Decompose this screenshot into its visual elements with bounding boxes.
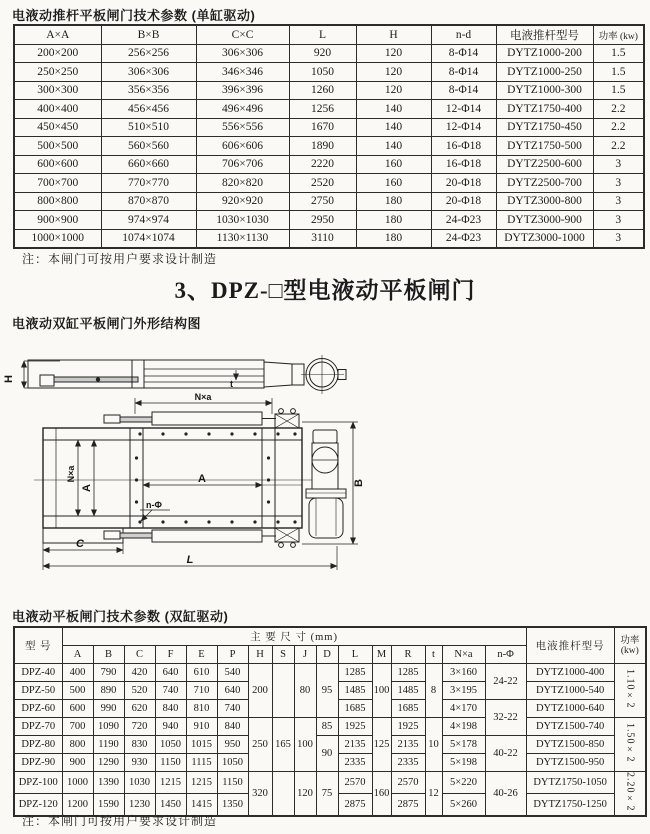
table-cell: 870×870 [101, 192, 196, 211]
column-header-model: 型 号 [14, 627, 62, 664]
table-cell: 1350 [217, 793, 248, 815]
column-header: B [93, 646, 124, 664]
table-cell: DYTZ1000-200 [496, 44, 593, 63]
column-header: C [124, 646, 155, 664]
table-cell: 1925 [338, 718, 372, 736]
column-header: H [356, 25, 431, 44]
table-cell: 180 [356, 229, 431, 248]
table-cell: 974×974 [101, 211, 196, 230]
table-cell: 20-Φ18 [431, 192, 496, 211]
table-cell: 250×250 [14, 63, 101, 82]
table-cell: 356×356 [101, 81, 196, 100]
table-cell: 1485 [391, 682, 425, 700]
table-cell: 890 [93, 682, 124, 700]
table-cell: 75 [316, 772, 338, 816]
table-cell [272, 772, 294, 816]
table-cell: 456×456 [101, 100, 196, 119]
table-cell: 5×260 [442, 793, 485, 815]
table-cell: 256×256 [101, 44, 196, 63]
table-cell: DYTZ3000-800 [496, 192, 593, 211]
table-cell: DPZ-60 [14, 700, 62, 718]
table-cell: DYTZ1500-740 [526, 718, 614, 736]
table-cell: 1215 [186, 772, 217, 794]
table-cell: 1256 [289, 100, 356, 119]
table-cell: DYTZ3000-1000 [496, 229, 593, 248]
table-cell: 740 [155, 682, 186, 700]
table-row [14, 63, 644, 82]
column-header: C×C [196, 25, 289, 44]
table-cell: 1230 [124, 793, 155, 815]
table-cell: 1.5 [593, 44, 644, 63]
column-header: 电液推杆型号 [496, 25, 593, 44]
table-cell: 8 [425, 664, 442, 718]
column-group-header-dims: 主 要 尺 寸 (mm) [62, 627, 526, 646]
gate-outline-drawing [0, 336, 650, 582]
table-row [14, 118, 644, 137]
column-header: B×B [101, 25, 196, 44]
table-cell: DYTZ1500-850 [526, 736, 614, 754]
table-cell: 1260 [289, 81, 356, 100]
table-cell: 2135 [338, 736, 372, 754]
table-cell: 200 [248, 664, 272, 718]
dim-label-t: t [230, 379, 233, 389]
table-cell: 8-Φ14 [431, 44, 496, 63]
table-cell: 10 [425, 718, 442, 772]
column-header: E [186, 646, 217, 664]
table-cell: DPZ-120 [14, 793, 62, 815]
table-cell: 160 [356, 174, 431, 193]
table-cell: 1074×1074 [101, 229, 196, 248]
table-cell: DYTZ3000-900 [496, 211, 593, 230]
table-row [14, 44, 644, 63]
table-cell: 930 [124, 754, 155, 772]
table-cell: 3×160 [442, 664, 485, 682]
column-header: A×A [14, 25, 101, 44]
column-header: n-Φ [485, 646, 526, 664]
table-cell: 2.2 [593, 100, 644, 119]
table-cell: 3 [593, 174, 644, 193]
table-cell: 306×306 [196, 44, 289, 63]
table-cell: DPZ-100 [14, 772, 62, 794]
dim-label-n-phi: n-Φ [146, 500, 162, 510]
table1-note: 注：本闸门可按用户要求设计制造 [22, 252, 218, 266]
power-header-line2: (kw) [620, 645, 639, 656]
table-cell-power [614, 664, 646, 718]
table-cell: 40-22 [485, 736, 526, 772]
table-cell: 900 [62, 754, 93, 772]
table-cell: 540 [217, 664, 248, 682]
column-header: 功率 (kw) [593, 25, 644, 44]
table-cell: 1000 [62, 772, 93, 794]
table-cell: 640 [155, 664, 186, 682]
table-cell: 1285 [338, 664, 372, 682]
table-cell: 790 [93, 664, 124, 682]
table-cell: 140 [356, 100, 431, 119]
column-header-actuator: 电液推杆型号 [526, 627, 614, 664]
table-cell: 1485 [338, 682, 372, 700]
table-cell: 1090 [93, 718, 124, 736]
table-cell: DYTZ2500-700 [496, 174, 593, 193]
table-cell: 12-Φ14 [431, 118, 496, 137]
table-cell: 1015 [186, 736, 217, 754]
table-cell: 510×510 [101, 118, 196, 137]
table-cell: 2.2 [593, 118, 644, 137]
table-cell: 160 [356, 155, 431, 174]
table-cell: 830 [124, 736, 155, 754]
power-value: 1.10×2 [624, 669, 636, 709]
table-cell: 3 [593, 211, 644, 230]
table-cell: 1685 [391, 700, 425, 718]
table-cell: DYTZ1750-1250 [526, 793, 614, 815]
table-cell: 100 [294, 718, 316, 772]
table-cell: 100 [372, 664, 391, 718]
table-cell: 940 [155, 718, 186, 736]
table-cell: 820×820 [196, 174, 289, 193]
table-cell: 770×770 [101, 174, 196, 193]
hydraulic-power-unit [306, 430, 346, 538]
column-header: P [217, 646, 248, 664]
table-cell: 5×220 [442, 772, 485, 794]
table-cell: 1685 [338, 700, 372, 718]
table-cell: 2950 [289, 211, 356, 230]
table-cell: 500×500 [14, 137, 101, 156]
dim-label-a-center: A [198, 473, 206, 485]
table-cell: 140 [356, 137, 431, 156]
dim-label-h: H [3, 375, 15, 383]
table-cell: 400 [62, 664, 93, 682]
table-cell: 95 [316, 664, 338, 718]
column-header: L [289, 25, 356, 44]
table-cell: 740 [217, 700, 248, 718]
table-cell: 2335 [391, 754, 425, 772]
table-cell: 4×170 [442, 700, 485, 718]
table-cell: 950 [217, 736, 248, 754]
dim-label-a-left: A [81, 484, 93, 492]
table1-title: 电液动推杆平板闸门技术参数 (单缸驱动) [12, 8, 256, 23]
table-cell: 120 [356, 44, 431, 63]
table-cell: 3×195 [442, 682, 485, 700]
table-cell: 1050 [155, 736, 186, 754]
table-cell: 620 [124, 700, 155, 718]
table-row [14, 664, 646, 682]
table-row [14, 81, 644, 100]
table2-title: 电液动平板闸门技术参数 (双缸驱动) [12, 609, 229, 624]
column-header: A [62, 646, 93, 664]
column-header: J [294, 646, 316, 664]
table-row [14, 174, 644, 193]
double-cylinder-params-table [13, 626, 647, 817]
table-cell: 900×900 [14, 211, 101, 230]
table-cell: 606×606 [196, 137, 289, 156]
column-header: N×a [442, 646, 485, 664]
table-cell: 700×700 [14, 174, 101, 193]
table-cell: 2750 [289, 192, 356, 211]
column-header: L [338, 646, 372, 664]
table-cell: 1050 [289, 63, 356, 82]
table-cell: 32-22 [485, 700, 526, 736]
table-cell: 250 [248, 718, 272, 772]
table-row [14, 100, 644, 119]
column-header: t [425, 646, 442, 664]
table-cell: 12-Φ14 [431, 100, 496, 119]
table-cell: DYTZ2500-600 [496, 155, 593, 174]
table-cell: 80 [294, 664, 316, 718]
table-cell: 3 [593, 155, 644, 174]
table-cell: DYTZ1000-540 [526, 682, 614, 700]
table-cell: 800 [62, 736, 93, 754]
table-cell: DYTZ1000-640 [526, 700, 614, 718]
table-cell: 180 [356, 192, 431, 211]
table-cell: 140 [356, 118, 431, 137]
table-cell: DYTZ1000-300 [496, 81, 593, 100]
table-cell: 1200 [62, 793, 93, 815]
column-header: R [391, 646, 425, 664]
column-header-power [614, 627, 646, 664]
table2-note: 注：本闸门可按用户要求设计制造 [22, 814, 218, 828]
table-cell: 920 [289, 44, 356, 63]
table2-header-row-1 [14, 627, 646, 646]
table-cell: 120 [294, 772, 316, 816]
table-cell: 2570 [391, 772, 425, 794]
table-cell: DPZ-70 [14, 718, 62, 736]
table-cell: 2335 [338, 754, 372, 772]
table-cell: 420 [124, 664, 155, 682]
table-cell: 660×660 [101, 155, 196, 174]
table-row [14, 718, 646, 736]
table-cell: 320 [248, 772, 272, 816]
table-cell: 90 [316, 736, 338, 772]
table-cell: DYTZ1750-500 [496, 137, 593, 156]
table-cell: 2.2 [593, 137, 644, 156]
table-row [14, 772, 646, 794]
table-cell: DPZ-50 [14, 682, 62, 700]
table-cell: DYTZ1750-450 [496, 118, 593, 137]
table-cell: 1050 [217, 754, 248, 772]
table-cell: DYTZ1000-250 [496, 63, 593, 82]
table-cell: 1290 [93, 754, 124, 772]
column-header: D [316, 646, 338, 664]
table-cell: 1030 [124, 772, 155, 794]
table-cell: 700 [62, 718, 93, 736]
table-cell: 3 [593, 192, 644, 211]
table-cell [272, 664, 294, 718]
table-cell: 1150 [217, 772, 248, 794]
table-cell: 840 [155, 700, 186, 718]
table-cell: DPZ-80 [14, 736, 62, 754]
table-cell: 24-Φ23 [431, 229, 496, 248]
table-cell: 710 [186, 682, 217, 700]
power-header-line1: 功率 [620, 635, 640, 646]
table-cell: 160 [372, 772, 391, 816]
table-cell: 24-22 [485, 664, 526, 700]
table-cell: 3110 [289, 229, 356, 248]
dim-label-b: B [353, 479, 365, 487]
table-cell: 1130×1130 [196, 229, 289, 248]
table-cell: 306×306 [101, 63, 196, 82]
table-row [14, 229, 644, 248]
dim-label-l: L [186, 554, 194, 566]
table-cell: 300×300 [14, 81, 101, 100]
table-cell: 20-Φ18 [431, 174, 496, 193]
table-row [14, 137, 644, 156]
table-cell: 600 [62, 700, 93, 718]
table-cell: 2875 [338, 793, 372, 815]
table1-body [14, 44, 644, 248]
column-header: F [155, 646, 186, 664]
table-cell: 610 [186, 664, 217, 682]
table-cell: 496×496 [196, 100, 289, 119]
table-cell: 400×400 [14, 100, 101, 119]
table-cell: 1150 [155, 754, 186, 772]
table-cell: 1.5 [593, 81, 644, 100]
table-cell: 40-26 [485, 772, 526, 816]
table-cell: 16-Φ18 [431, 155, 496, 174]
power-value: 2.20×2 [624, 772, 636, 812]
table-cell: 165 [272, 718, 294, 772]
table-cell: 120 [356, 81, 431, 100]
table-cell: DYTZ1500-950 [526, 754, 614, 772]
table-cell: 2570 [338, 772, 372, 794]
table-cell: 556×556 [196, 118, 289, 137]
table-cell: 5×178 [442, 736, 485, 754]
table-cell: 346×346 [196, 63, 289, 82]
table-cell: 200×200 [14, 44, 101, 63]
table-cell: 1000×1000 [14, 229, 101, 248]
table-cell: 12 [425, 772, 442, 816]
table-cell: 3 [593, 229, 644, 248]
table-cell: 560×560 [101, 137, 196, 156]
table-cell: 1115 [186, 754, 217, 772]
dim-label-c: C [76, 538, 84, 550]
table-cell: 8-Φ14 [431, 63, 496, 82]
table-cell: 1670 [289, 118, 356, 137]
table-cell: DPZ-40 [14, 664, 62, 682]
table-cell: 2520 [289, 174, 356, 193]
table-cell: 1925 [391, 718, 425, 736]
table-cell: 85 [316, 718, 338, 736]
table-cell: DYTZ1000-400 [526, 664, 614, 682]
column-header: n-d [431, 25, 496, 44]
table-row [14, 211, 644, 230]
table-cell: 990 [93, 700, 124, 718]
table-cell: 4×198 [442, 718, 485, 736]
table-cell: 120 [356, 63, 431, 82]
table-cell: DPZ-90 [14, 754, 62, 772]
table-cell: 1285 [391, 664, 425, 682]
drawing-caption: 电液动双缸平板闸门外形结构图 [12, 316, 202, 331]
single-cylinder-params-table [13, 24, 645, 249]
table2-body [14, 664, 646, 816]
table-cell: DYTZ1750-400 [496, 100, 593, 119]
table-cell: 1590 [93, 793, 124, 815]
table-cell-power [614, 718, 646, 772]
side-view [24, 355, 346, 394]
table-cell: 1450 [155, 793, 186, 815]
table-cell: 1890 [289, 137, 356, 156]
table-cell: 520 [124, 682, 155, 700]
dim-label-nxa-left: N×a [66, 465, 76, 483]
table-cell: 840 [217, 718, 248, 736]
table-cell: 800×800 [14, 192, 101, 211]
table-cell: 706×706 [196, 155, 289, 174]
table-cell: 640 [217, 682, 248, 700]
table-row [14, 192, 644, 211]
table-cell: 500 [62, 682, 93, 700]
table-cell: 1.5 [593, 63, 644, 82]
table-cell: 180 [356, 211, 431, 230]
table-cell: 810 [186, 700, 217, 718]
column-header: H [248, 646, 272, 664]
table-cell: 450×450 [14, 118, 101, 137]
table-cell: 2875 [391, 793, 425, 815]
dim-label-nxa-top: N×a [194, 392, 212, 402]
table-cell: 2135 [391, 736, 425, 754]
table-cell: 600×600 [14, 155, 101, 174]
table-cell: 720 [124, 718, 155, 736]
table-cell: 16-Φ18 [431, 137, 496, 156]
table-cell: 1415 [186, 793, 217, 815]
power-value: 1.50×2 [624, 723, 636, 763]
table-cell: 2220 [289, 155, 356, 174]
table-cell: 910 [186, 718, 217, 736]
table-cell-power [614, 772, 646, 816]
table1-header-row [14, 25, 644, 44]
table-cell: 8-Φ14 [431, 81, 496, 100]
section-title: 3、DPZ-□型电液动平板闸门 [174, 278, 476, 303]
table-cell: 5×198 [442, 754, 485, 772]
table-cell: 125 [372, 718, 391, 772]
table-cell: 1215 [155, 772, 186, 794]
table-cell: 1390 [93, 772, 124, 794]
column-header: S [272, 646, 294, 664]
table-row [14, 155, 644, 174]
table-cell: 1190 [93, 736, 124, 754]
table-cell: DYTZ1750-1050 [526, 772, 614, 794]
table-row [14, 736, 646, 754]
table-cell: 1030×1030 [196, 211, 289, 230]
table-cell: 920×920 [196, 192, 289, 211]
table-cell: 396×396 [196, 81, 289, 100]
table-cell: 24-Φ23 [431, 211, 496, 230]
column-header: M [372, 646, 391, 664]
